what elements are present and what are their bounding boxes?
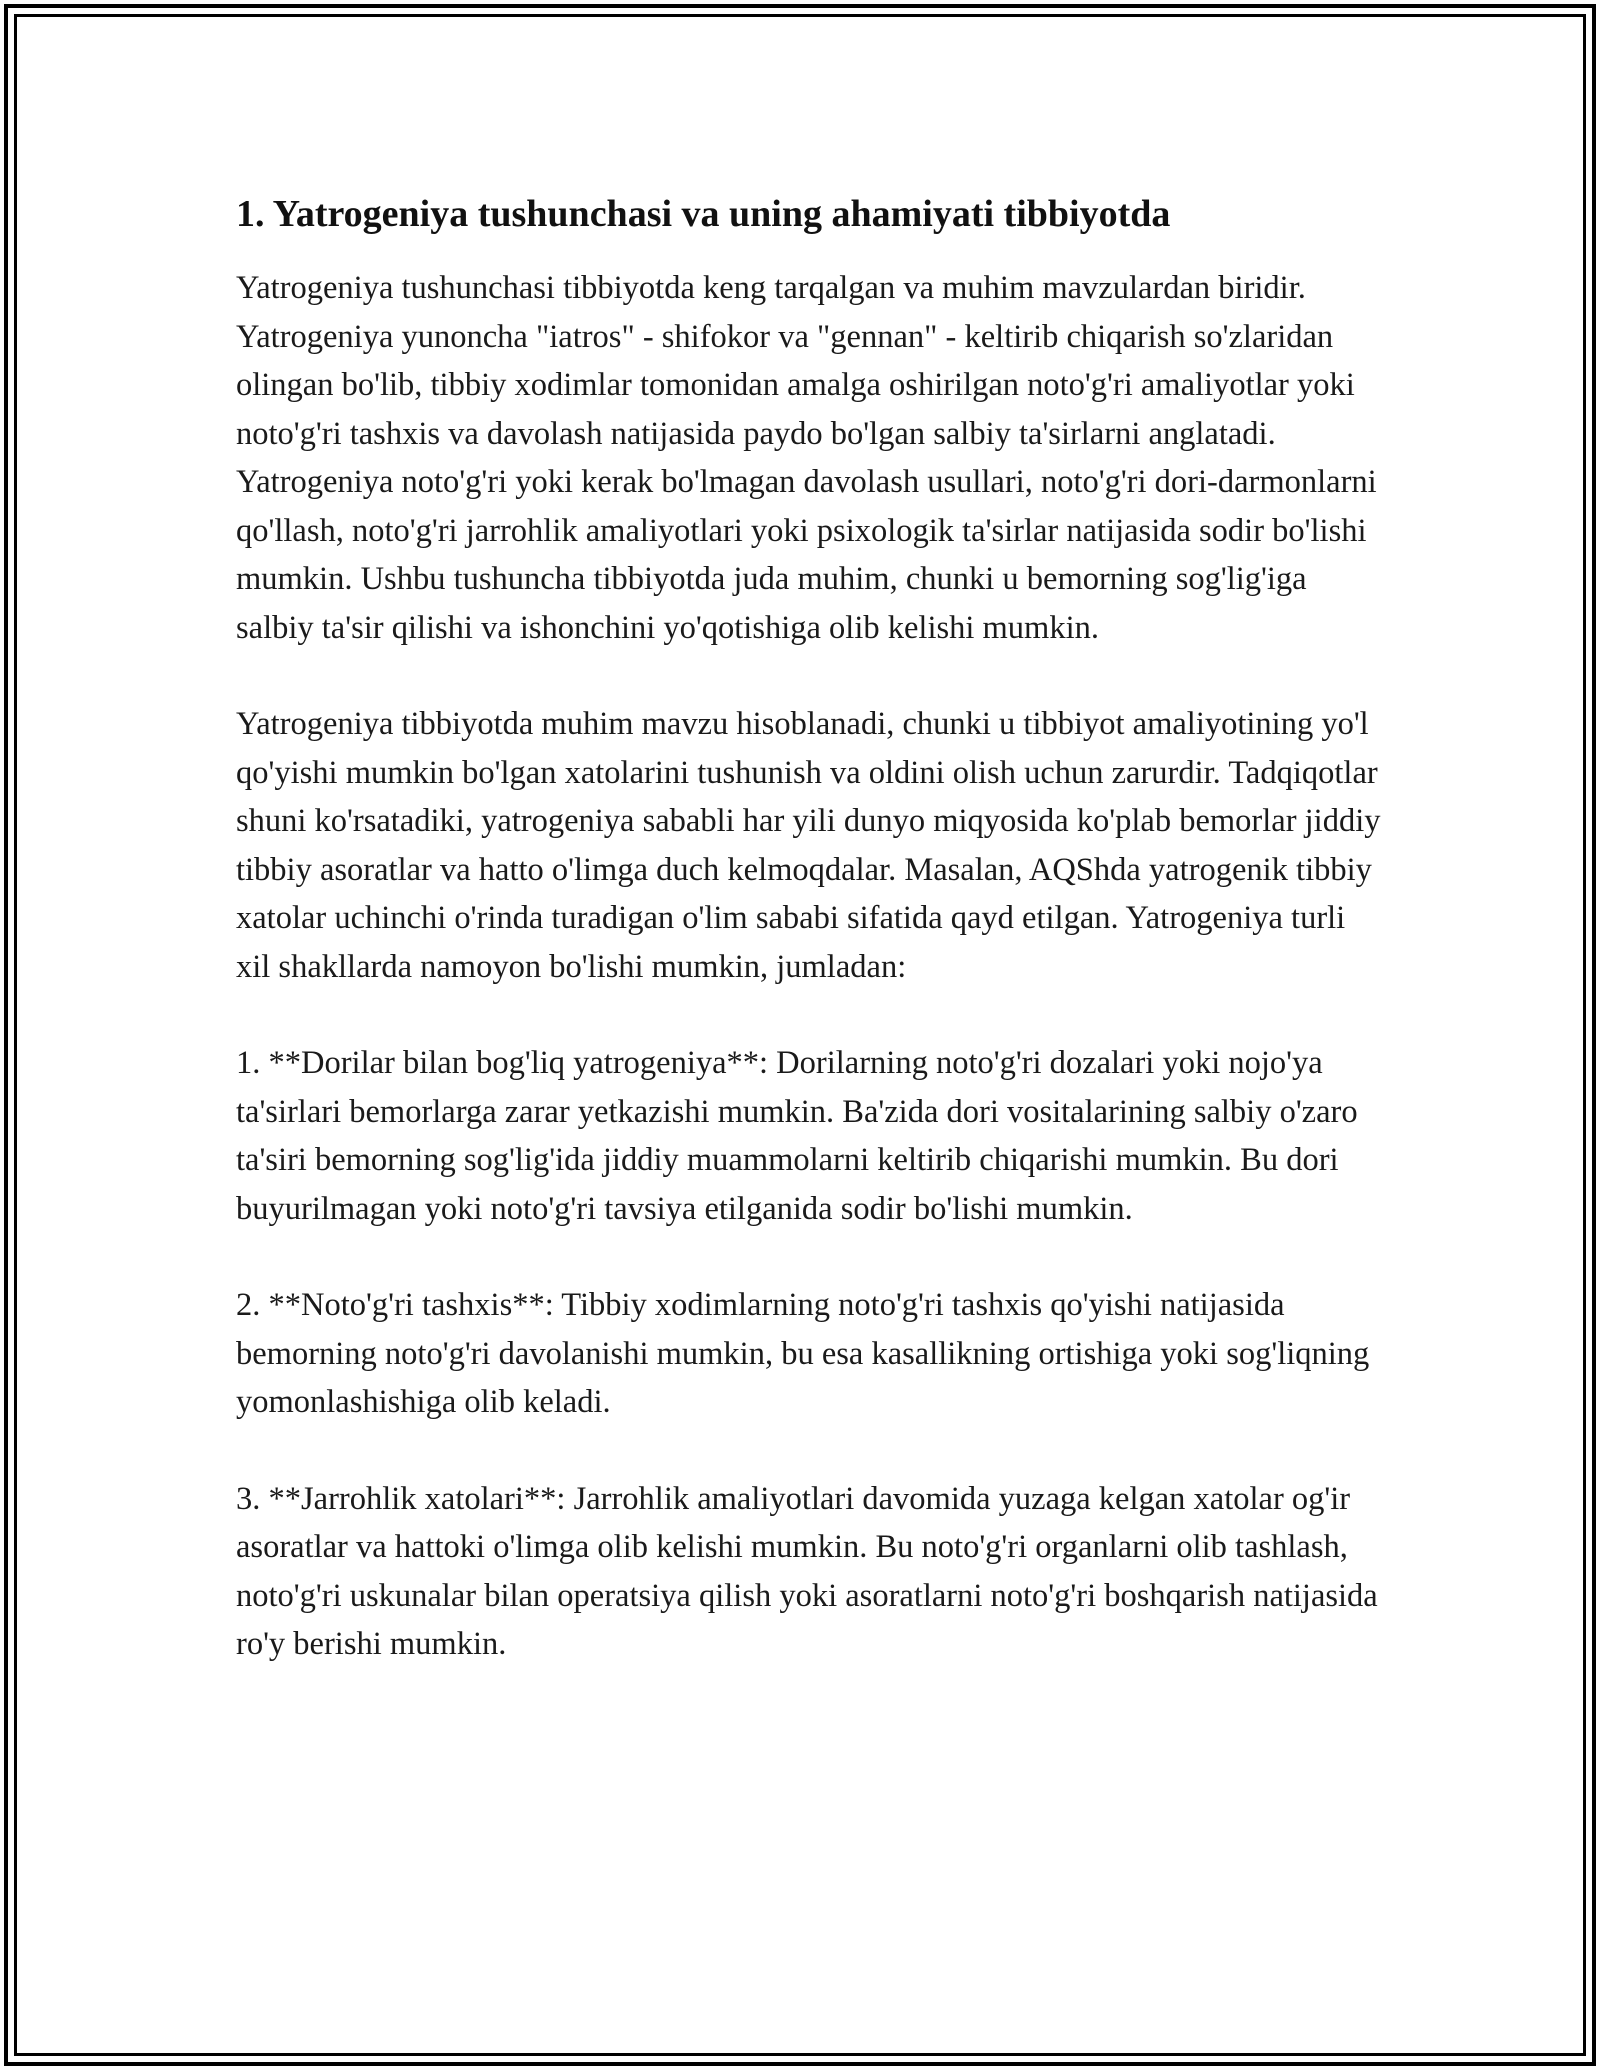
- list-item-misdiagnosis: 2. **Noto'g'ri tashxis**: Tibbiy xodimlarning noto'g'ri tashxis qo'yishi natijasida bemorning noto'g'ri davolanishi mumkin, bu esa kasallikning ortishiga yoki sog'liqning yomonlashishiga olib keladi.: [236, 1287, 1370, 1420]
- list-item-surgical-errors: 3. **Jarrohlik xatolari**: Jarrohlik amaliyotlari davomida yuzaga kelgan xatolar og'ir asoratlar va hattoki o'limga olib kelishi mumkin. Bu noto'g'ri organlarni olib tashlash, noto'g'ri uskunalar bilan operatsiya qilish yoki asoratlarni noto'g'ri boshqarish natijasida ro'y berishi mumkin.: [236, 1480, 1378, 1662]
- section-heading: 1. Yatrogeniya tushunchasi va uning ahamiyati tibbiyotda: [236, 193, 1171, 235]
- paragraph-intro: Yatrogeniya tushunchasi tibbiyotda keng tarqalgan va muhim mavzulardan biridir. Yatrogeniya yunoncha "iatros" - shifokor va "gennan" - keltirib chiqarish so'zlaridan olingan bo'lib, tibbiy xodimlar tomonidan amalga oshirilgan noto'g'ri amaliyotlar yoki noto'g'ri tashxis va davolash natijasida paydo bo'lgan salbiy ta'sirlarni anglatadi. Yatrogeniya noto'g'ri yoki kerak bo'lmagan davolash usullari, noto'g'ri dori-darmonlarni qo'llash, noto'g'ri jarrohlik amaliyotlari yoki psixologik ta'sirlar natijasida sodir bo'lishi mumkin. Ushbu tushuncha tibbiyotda juda muhim, chunki u bemorning sog'lig'iga salbiy ta'sir qilishi va ishonchini yo'qotishiga olib kelishi mumkin.: [236, 270, 1377, 646]
- document-body: [236, 186, 1386, 1717]
- list-item-drugs: 1. **Dorilar bilan bog'liq yatrogeniya**: Dorilarning noto'g'ri dozalari yoki nojo'ya ta'sirlari bemorlarga zarar yetkazishi mumkin. Ba'zida dori vositalarining salbiy o'zaro ta'siri bemorning sog'lig'ida jiddiy muammolarni keltirib chiqarishi mumkin. Bu dori buyurilmagan yoki noto'g'ri tavsiya etilganida sodir bo'lishi mumkin.: [236, 1045, 1358, 1227]
- paragraph-importance: Yatrogeniya tibbiyotda muhim mavzu hisoblanadi, chunki u tibbiyot amaliyotining yo'l qo'yishi mumkin bo'lgan xatolarini tushunish va oldini olish uchun zarurdir. Tadqiqotlar shuni ko'rsatadiki, yatrogeniya sababli har yili dunyo miqyosida ko'plab bemorlar jiddiy tibbiy asoratlar va hatto o'limga duch kelmoqdalar. Masalan, AQShda yatrogenik tibbiy xatolar uchinchi o'rinda turadigan o'lim sababi sifatida qayd etilgan. Yatrogeniya turli xil shakllarda namoyon bo'lishi mumkin, jumladan:: [236, 706, 1381, 985]
